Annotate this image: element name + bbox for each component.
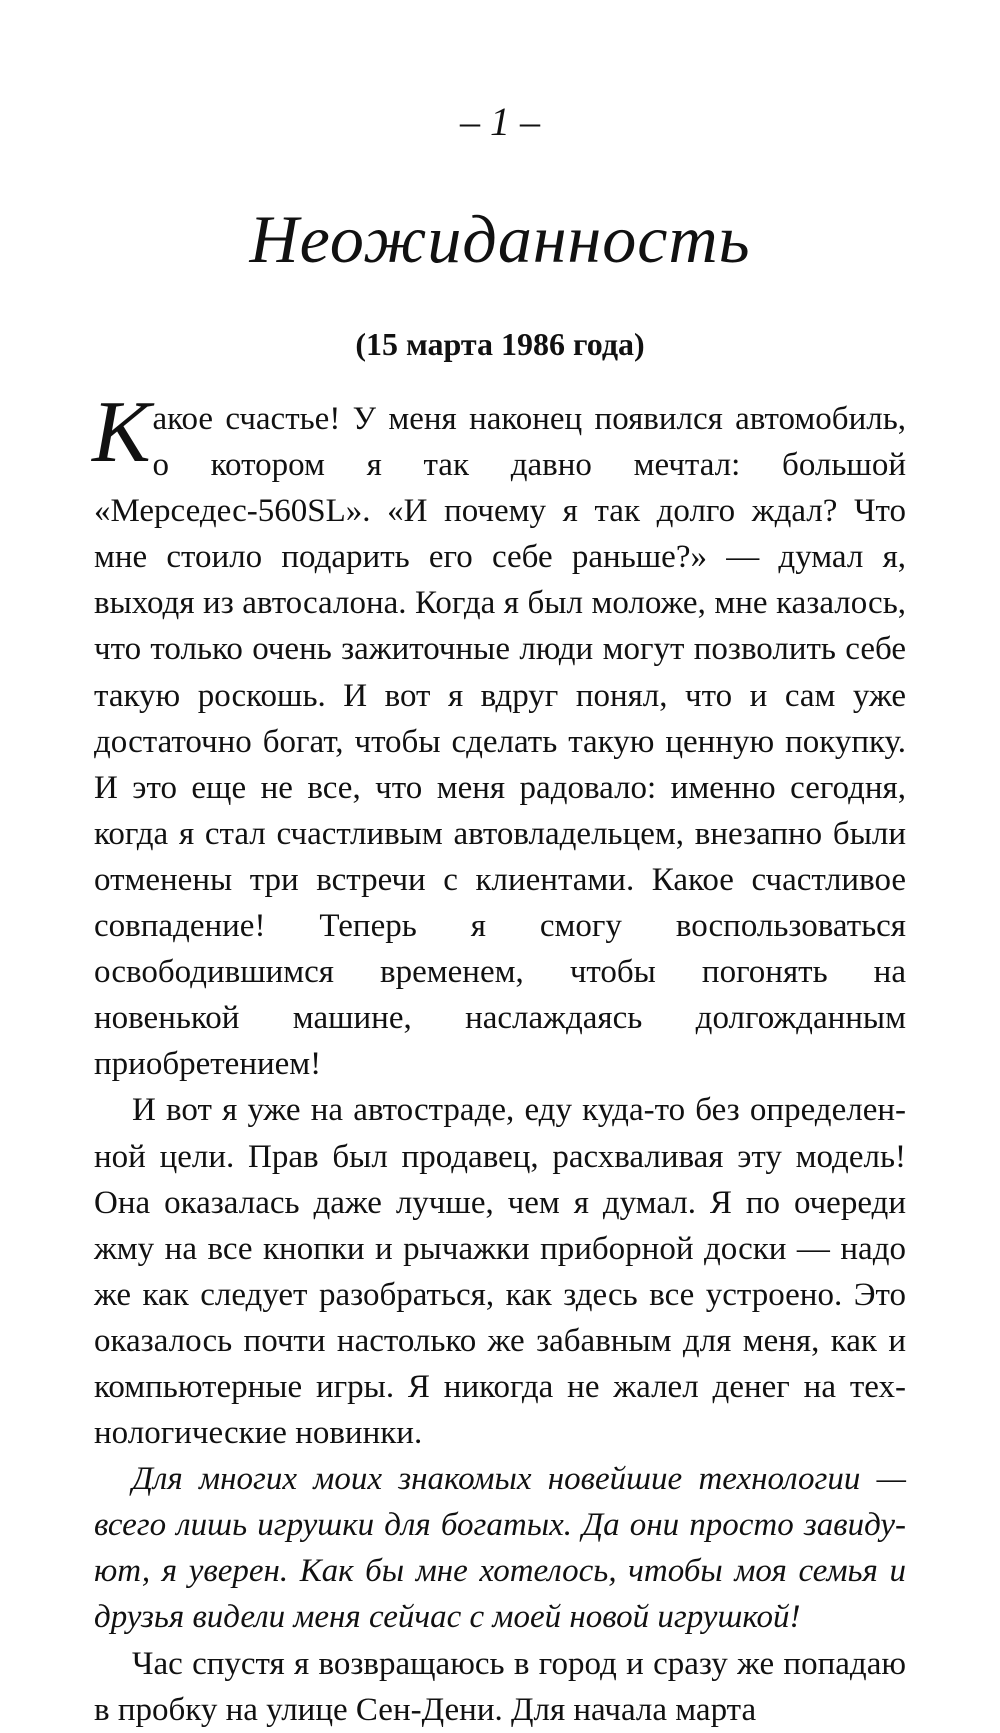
paragraph-3-italic: Для многих моих знакомых новейшие технологии — всего лишь игрушки для богатых. Да они просто завидуют, я уверен. Как бы мне хотелось, чтобы моя семья и друзья видели меня сейчас с моей новой игрушкой! <box>94 1461 906 1636</box>
paragraph-1-text: акое счастье! У меня наконец появился автомобиль, о котором я так давно мечтал: большой «Мерседес-560SL». «И почему я так долго ждал? Что мне стоило подарить его себе раньше?» — думал я, выходя из автосалона. Когда я был моложе, мне казалось, что только очень зажиточные люди могут позволить себе такую роскошь. И вот я вдруг понял, что и сам уже достаточно богат, чтобы сделать такую ценную покупку. И это еще не все, что меня радовало: именно сегодня, когда я стал счастливым автовладельцем, внезапно были отменены три встречи с клиентами. Какое счастливое совпадение! Теперь я смогу воспользоваться освободившимся временем, чтобы погонять на новенькой машине, наслаждаясь долгожданным приобретением! <box>94 401 906 1083</box>
paragraph-4: Час спустя я возвращаюсь в город и сразу же попадаю в пробку на улице Сен-Дени. Для начала марта <box>94 1645 906 1728</box>
drop-cap: К <box>92 384 151 481</box>
paragraph-2: И вот я уже на автостраде, еду куда-то без определенной цели. Прав был продавец, расхваливая эту модель! Она оказалась даже лучше, чем я думал. Я по очереди жму на все кнопки и рычажки приборной доски — надо же как следует разобраться, как здесь все устроено. Это оказалось почти настолько же забавным для меня, как и компьютерные игры. Я никогда не жалел денег на технологические новинки. <box>94 1092 906 1452</box>
page-number: – 1 – <box>460 99 540 144</box>
chapter-date: (15 марта 1986 года) <box>355 326 645 362</box>
chapter-title: Неожиданность <box>249 201 751 277</box>
body-text <box>92 384 906 1733</box>
paragraph-1 <box>92 384 906 1087</box>
